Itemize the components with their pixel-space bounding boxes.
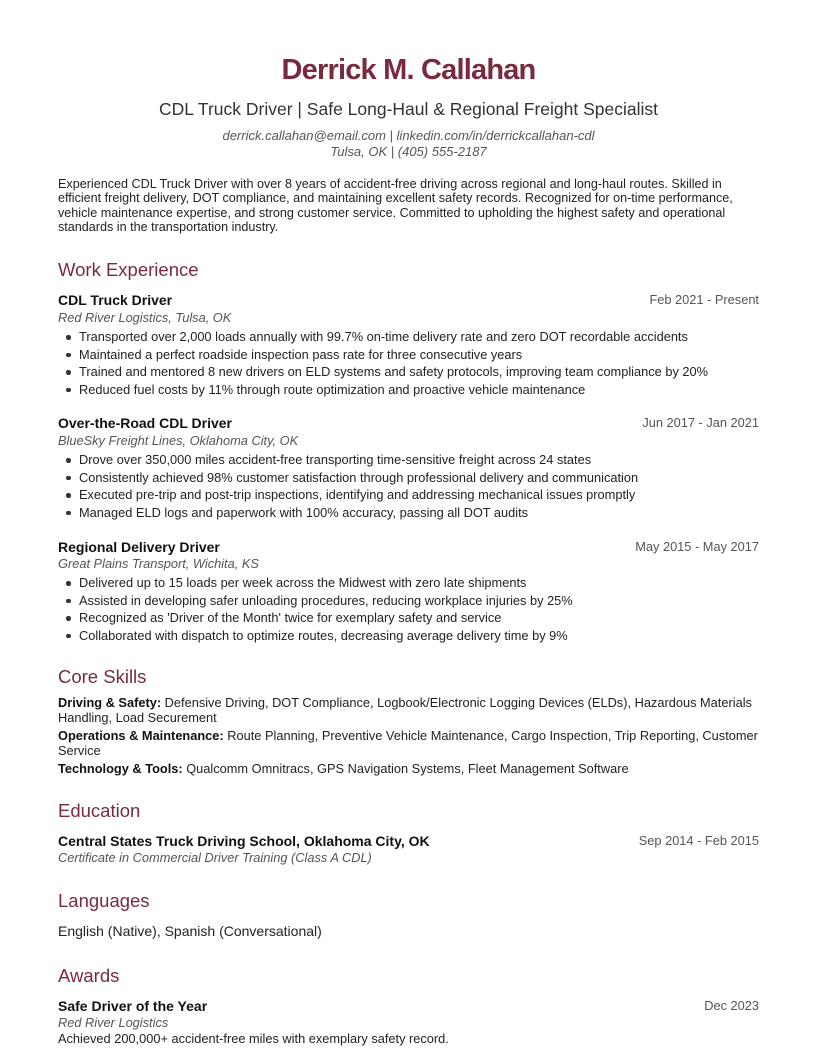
job-bullets [58, 574, 759, 644]
award-date: Dec 2023 [704, 998, 759, 1013]
bullet-item: Collaborated with dispatch to optimize routes, decreasing average delivery time by 9% [58, 627, 759, 645]
job-company: Red River Logistics, Tulsa, OK [58, 310, 232, 325]
skill-group-driving-safety [58, 695, 759, 725]
bullet-item: Maintained a perfect roadside inspection pass rate for three consecutive years [58, 346, 759, 364]
job-header [58, 414, 759, 432]
bullet-item: Consistently achieved 98% customer satisfaction through professional delivery and communication [58, 469, 759, 487]
job-bullets [58, 328, 759, 398]
candidate-name: Derrick M. Callahan [281, 54, 536, 86]
section-title-awards: Awards [58, 965, 120, 986]
job-title: CDL Truck Driver [58, 292, 173, 308]
contact-info [58, 128, 759, 160]
section-title-work-experience: Work Experience [58, 259, 199, 280]
job-dates: Jun 2017 - Jan 2021 [642, 415, 759, 430]
job-header [58, 291, 759, 309]
job-company: Great Plains Transport, Wichita, KS [58, 556, 259, 571]
section-title-languages: Languages [58, 890, 150, 911]
award-name: Safe Driver of the Year [58, 998, 208, 1014]
job-header [58, 538, 759, 556]
resume-page [58, 0, 759, 1056]
skill-group-operations-maintenance [58, 728, 759, 758]
bullet-item: Transported over 2,000 loads annually with 99.7% on-time delivery rate and zero DOT recordable accidents [58, 328, 759, 346]
bullet-item: Delivered up to 15 loads per week across the Midwest with zero late shipments [58, 574, 759, 592]
job-title: Over-the-Road CDL Driver [58, 415, 233, 431]
contact-line-email-linkedin: derrick.callahan@email.com | linkedin.com/in/derrickcallahan-cdl [222, 128, 595, 143]
job-dates: May 2015 - May 2017 [635, 539, 759, 554]
skill-group-text: Defensive Driving, DOT Compliance, Logbook/Electronic Logging Devices (ELDs), Hazardous Materials Handling, Load Securement [58, 695, 752, 725]
award-header [58, 997, 759, 1015]
bullet-item: Assisted in developing safer unloading procedures, reducing workplace injuries by 25% [58, 592, 759, 610]
skill-group-label: Operations & Maintenance: [58, 728, 224, 743]
section-title-education: Education [58, 800, 141, 821]
section-title-core-skills: Core Skills [58, 666, 147, 687]
bullet-item: Executed pre-trip and post-trip inspections, identifying and addressing mechanical issues promptly [58, 486, 759, 504]
award-description: Achieved 200,000+ accident-free miles with exemplary safety record. [58, 1031, 449, 1046]
bullet-item: Managed ELD logs and paperwork with 100% accuracy, passing all DOT audits [58, 504, 759, 522]
contact-line-location-phone: Tulsa, OK | (405) 555-2187 [330, 144, 487, 159]
skill-group-label: Driving & Safety: [58, 695, 162, 710]
bullet-item: Trained and mentored 8 new drivers on ELD systems and safety protocols, improving team compliance by 20% [58, 363, 759, 381]
job-company: BlueSky Freight Lines, Oklahoma City, OK [58, 433, 299, 448]
skill-group-text: Route Planning, Preventive Vehicle Maintenance, Cargo Inspection, Trip Reporting, Customer Service [58, 728, 758, 758]
school-name: Central States Truck Driving School, Oklahoma City, OK [58, 833, 430, 849]
education-degree: Certificate in Commercial Driver Training (Class A CDL) [58, 850, 372, 865]
job-title: Regional Delivery Driver [58, 539, 220, 555]
bullet-item: Recognized as 'Driver of the Month' twice for exemplary safety and service [58, 609, 759, 627]
candidate-headline: CDL Truck Driver | Safe Long-Haul & Regional Freight Specialist [159, 99, 658, 119]
job-bullets [58, 451, 759, 521]
education-header [58, 832, 759, 850]
bullet-item: Reduced fuel costs by 11% through route optimization and proactive vehicle maintenance [58, 381, 759, 399]
skill-group-technology-tools [58, 761, 759, 776]
award-issuer: Red River Logistics [58, 1015, 169, 1030]
education-dates: Sep 2014 - Feb 2015 [638, 833, 759, 848]
professional-summary: Experienced CDL Truck Driver with over 8 years of accident-free driving across regional and long-haul routes. Skilled in efficient freight delivery, DOT compliance, and maintaining excellent safety records. Recognized for on-time performance, vehicle maintenance expertise, and strong customer service. Committed to upholding the highest safety and operational standards in the transportation industry. [58, 177, 733, 235]
skill-group-label: Technology & Tools: [58, 761, 183, 776]
bullet-item: Drove over 350,000 miles accident-free transporting time-sensitive freight across 24 states [58, 451, 759, 469]
job-dates: Feb 2021 - Present [649, 292, 759, 307]
languages-text: English (Native), Spanish (Conversational) [58, 923, 322, 939]
skill-group-text: Qualcomm Omnitracs, GPS Navigation Systems, Fleet Management Software [186, 761, 629, 776]
